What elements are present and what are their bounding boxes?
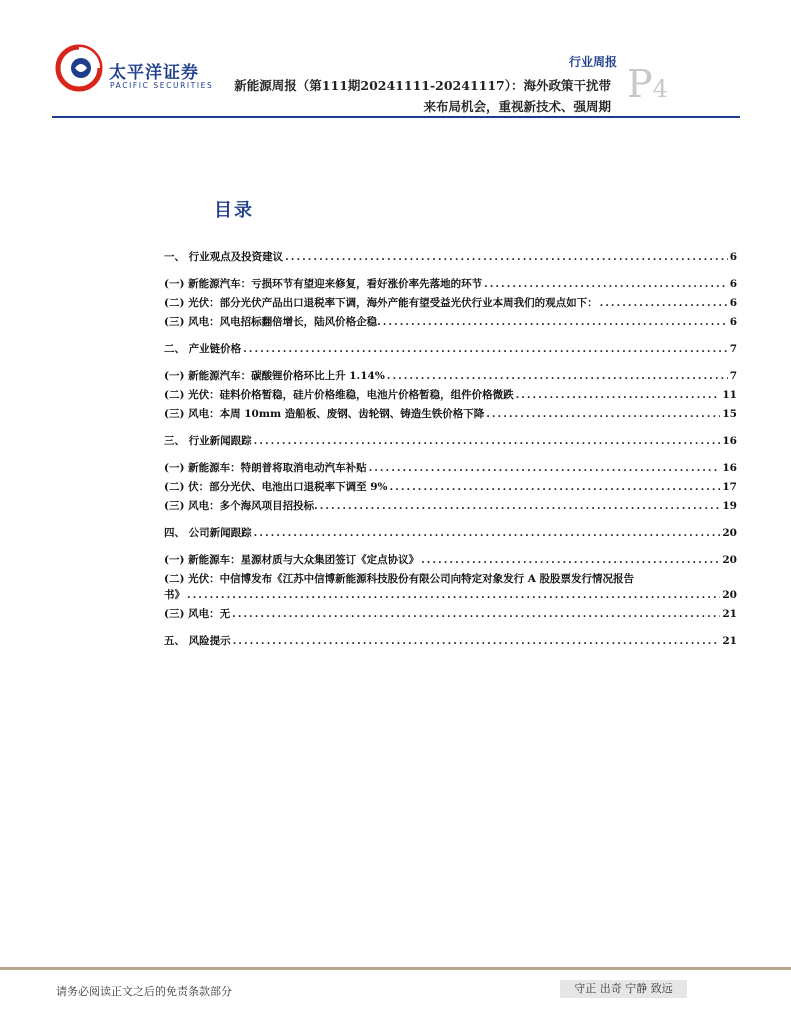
brand-name-en: PACIFIC SECURITIES — [110, 81, 214, 90]
toc-entry-label: (一) 新能源车：星源材质与大众集团签订《定点协议》 — [164, 554, 420, 566]
toc-leader — [243, 342, 728, 356]
toc-entry-page: 7 — [729, 343, 737, 355]
toc-leader — [390, 480, 721, 494]
page-tag — [627, 62, 668, 106]
toc-entry-label: 二、 产业链价格 — [164, 343, 242, 355]
toc-entry[interactable] — [164, 369, 737, 383]
toc-leader — [383, 315, 728, 329]
toc-entry-page: 6 — [729, 316, 737, 328]
toc-leader — [254, 526, 721, 540]
toc-entry-label: (三) 风电：无 — [164, 608, 231, 620]
toc-entry-label: (一) 新能源汽车：碳酸锂价格环比上升 1.14% — [164, 370, 385, 382]
footer-motto: 守正 出奇 宁静 致远 — [560, 980, 687, 998]
toc-entry-label: (一) 新能源汽车：亏损环节有望迎来修复，看好涨价率先落地的环节 — [164, 278, 483, 290]
toc-leader — [233, 634, 721, 648]
toc-entry-label-cont: 书》 — [164, 589, 185, 601]
toc-leader — [232, 607, 720, 621]
toc-leader — [254, 434, 721, 448]
toc-entry-label: (三) 风电：本周 10mm 造船板、废钢、齿轮钢、铸造生铁价格下降 — [164, 408, 485, 420]
toc-entry[interactable] — [164, 461, 737, 475]
toc-leader — [600, 296, 728, 310]
toc-leader — [320, 499, 721, 513]
toc-leader — [484, 277, 728, 291]
toc-entry[interactable] — [164, 250, 737, 264]
toc-entry-page: 20 — [722, 554, 737, 566]
report-type: 行业周报 — [568, 55, 617, 69]
toc-entry-page: 6 — [729, 297, 737, 309]
toc-entry-page: 7 — [729, 370, 737, 382]
toc-entry-label: (三) 风电：多个海风项目招投标. — [164, 500, 318, 512]
toc-entry[interactable] — [164, 277, 737, 291]
toc-leader — [516, 388, 721, 402]
header-divider — [52, 116, 740, 118]
toc-entry-page: 6 — [729, 278, 737, 290]
toc-entry[interactable] — [164, 407, 737, 421]
toc-entry[interactable] — [164, 526, 737, 540]
page-number: 4 — [652, 75, 668, 103]
toc-entry-page: 6 — [729, 251, 737, 263]
toc-entry[interactable] — [164, 388, 737, 402]
toc-entry-page: 20 — [722, 589, 737, 601]
toc-entry[interactable] — [164, 315, 737, 329]
toc-entry-label: (二) 光伏：中信博发布《江苏中信博新能源科技股份有限公司向特定对象发行 A 股股票发行情况报告 — [164, 573, 635, 585]
toc-entry-label: 五、 风险提示 — [164, 635, 231, 647]
toc-entry-page: 11 — [722, 389, 737, 401]
toc-title: 目录 — [214, 200, 254, 221]
toc-entry[interactable] — [164, 342, 737, 356]
footer-divider — [0, 967, 791, 970]
toc-entry-page: 21 — [722, 635, 737, 647]
page-letter: P — [627, 62, 653, 106]
toc-entry-page: 16 — [722, 462, 737, 474]
report-title-line2: 来布局机会，重视新技术、强周期 — [423, 99, 611, 114]
toc-entry-page: 16 — [722, 435, 737, 447]
footer-disclaimer: 请务必阅读正文之后的免责条款部分 — [56, 985, 232, 998]
brand-name-cn: 太平洋证券 — [109, 63, 199, 83]
toc-entry-page: 15 — [722, 408, 737, 420]
toc-entry[interactable] — [164, 607, 737, 621]
toc-leader — [421, 553, 720, 567]
toc-entry[interactable] — [164, 634, 737, 648]
toc-entry[interactable] — [164, 553, 737, 567]
toc-entry[interactable] — [164, 480, 737, 494]
toc-entry-label: (一) 新能源车：特朗普将取消电动汽车补贴 — [164, 462, 367, 474]
report-title — [91, 75, 611, 117]
toc-entry-label: 四、 公司新闻跟踪 — [164, 527, 252, 539]
toc-entry-page: 21 — [722, 608, 737, 620]
toc-entry-continuation[interactable] — [164, 588, 737, 602]
toc-entry-label: (二) 伏：部分光伏、电池出口退税率下调至 9% — [164, 481, 388, 493]
toc-entry-page: 17 — [722, 481, 737, 493]
toc-entry-label: 一、 行业观点及投资建议 — [164, 251, 284, 263]
table-of-contents — [164, 245, 737, 648]
toc-entry-label: (二) 光伏：硅料价格暂稳，硅片价格维稳，电池片价格暂稳，组件价格微跌 — [164, 389, 514, 401]
toc-entry-page: 20 — [722, 527, 737, 539]
toc-leader — [486, 407, 720, 421]
toc-leader — [387, 369, 728, 383]
toc-entry-page: 19 — [722, 500, 737, 512]
toc-entry[interactable] — [164, 296, 737, 310]
report-title-line1: 新能源周报（第111期20241111-20241117）：海外政策干扰带 — [234, 78, 611, 93]
toc-entry[interactable] — [164, 499, 737, 513]
toc-leader — [285, 250, 728, 264]
toc-leader — [187, 588, 720, 602]
toc-entry[interactable] — [164, 434, 737, 448]
toc-entry-label: (三) 风电：风电招标翻倍增长，陆风价格企稳. — [164, 316, 381, 328]
toc-entry-label: (二) 光伏：部分光伏产品出口退税率下调，海外产能有望受益光伏行业本周我们的观点如下： — [164, 297, 598, 309]
toc-entry-wrapped[interactable] — [164, 572, 737, 586]
toc-leader — [369, 461, 721, 475]
toc-entry-label: 三、 行业新闻跟踪 — [164, 435, 252, 447]
